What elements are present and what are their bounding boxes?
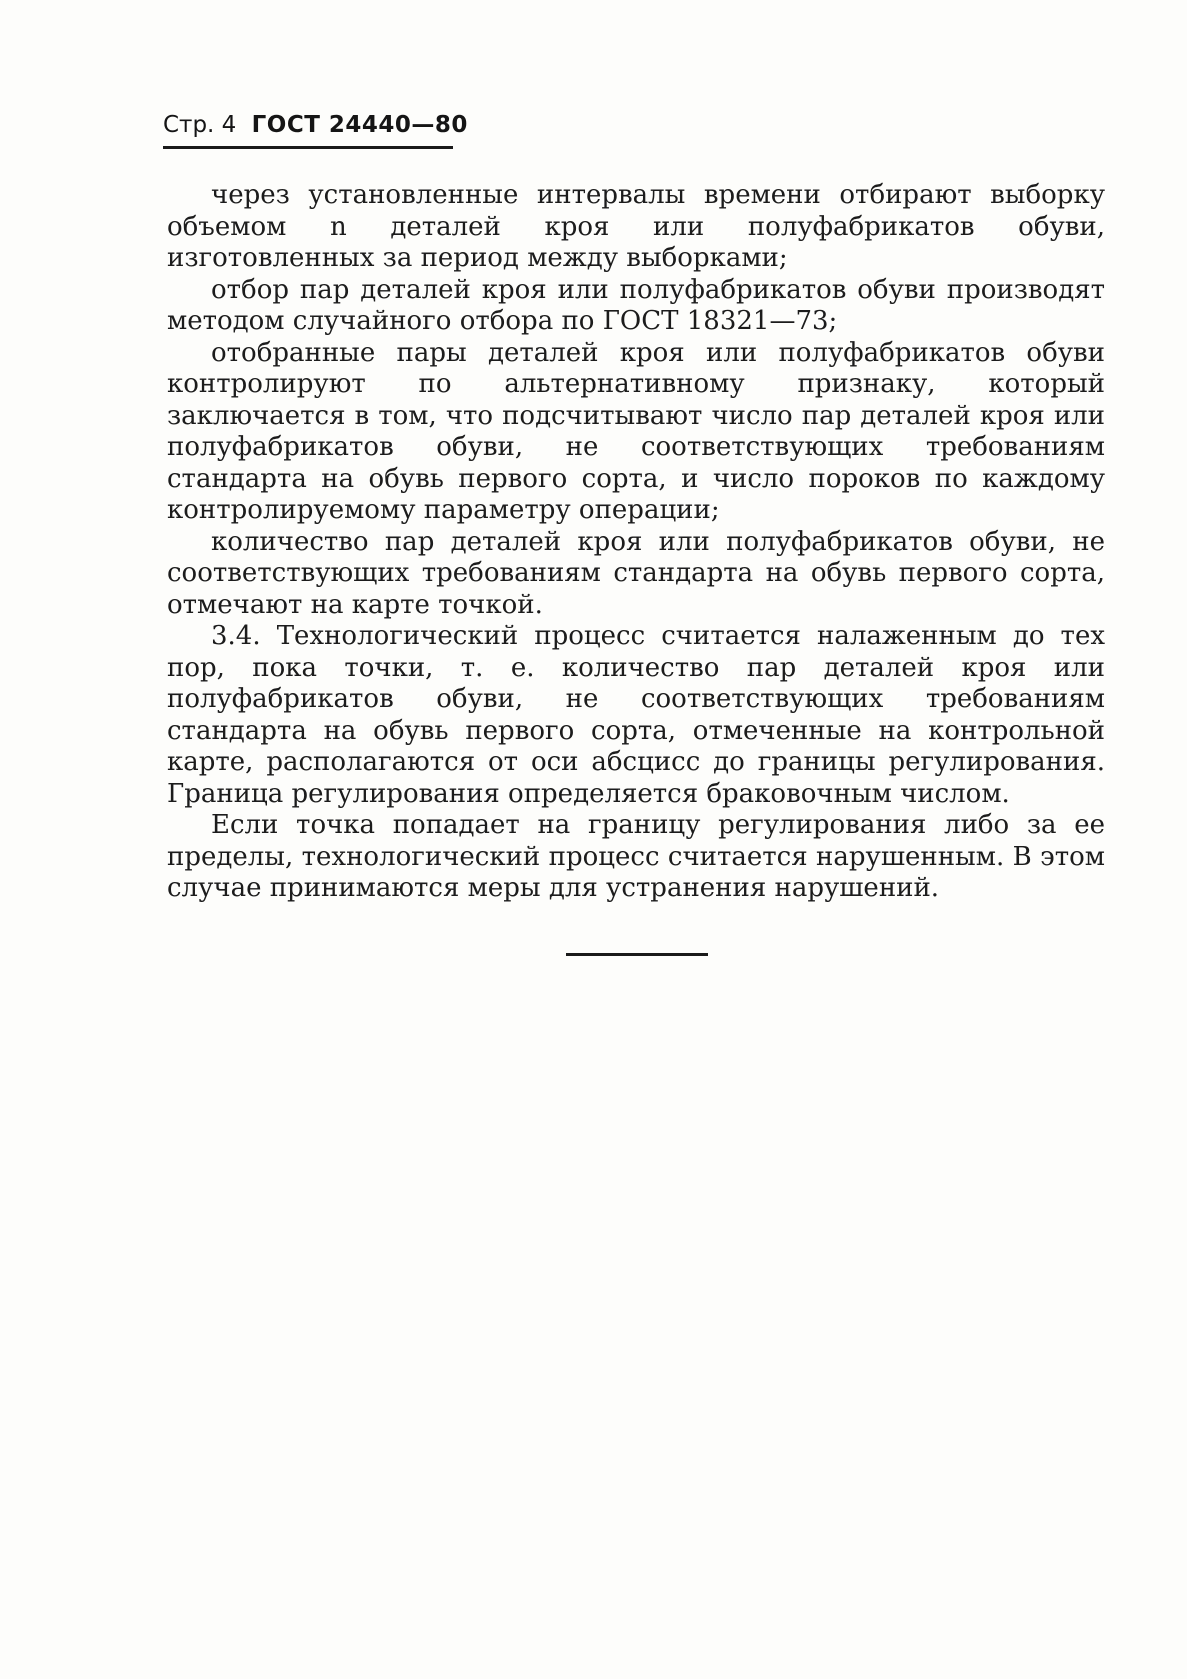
page-header xyxy=(163,110,468,154)
body-text xyxy=(167,180,1105,905)
end-of-text-rule xyxy=(566,953,708,956)
header-underline xyxy=(163,146,453,149)
paragraph-process-violation: Если точка попадает на границу регулирования либо за ее пределы, технологический процесс считается нарушенным. В этом случае принимаются меры для устранения нарушений. xyxy=(167,810,1105,903)
paragraph-sampling-interval: через установленные интервалы времени отбирают выборку объемом n деталей кроя или полуфабрикатов обуви, изготовленных за период между выборками; xyxy=(167,180,1105,273)
paragraph-mark-on-chart: количество пар деталей кроя или полуфабрикатов обуви, не соответствующих требованиям стандарта на обувь первого сорта, отмечают на карте точкой. xyxy=(167,526,1105,620)
paragraph-attribute-control: отобранные пары деталей кроя или полуфабрикатов обуви контролируют по альтернативному признаку, который заключается в том, что подсчитывают число пар деталей кроя или полуфабрикатов обуви, не соответствующих требованиям стандарта на обувь первого сорта, и число пороков по каждому контролируемому параметру операции; xyxy=(167,337,1105,525)
page-number-label: Стр. 4 xyxy=(163,112,237,138)
running-head xyxy=(163,110,468,140)
standard-designation: ГОСТ 24440—80 xyxy=(251,112,468,138)
paragraph-section-3-4: 3.4. Технологический процесс считается налаженным до тех пор, пока точки, т. е. количество пар деталей кроя или полуфабрикатов обуви, не соответствующих требованиям стандарта на обувь первого сорта, отмеченные на контрольной карте, располагаются от оси абсцисс до границы регулирования. Граница регулирования определяется браковочным числом. xyxy=(167,621,1105,809)
paragraph-random-selection: отбор пар деталей кроя или полуфабрикатов обуви производят методом случайного отбора по ГОСТ 18321—73; xyxy=(167,274,1105,336)
